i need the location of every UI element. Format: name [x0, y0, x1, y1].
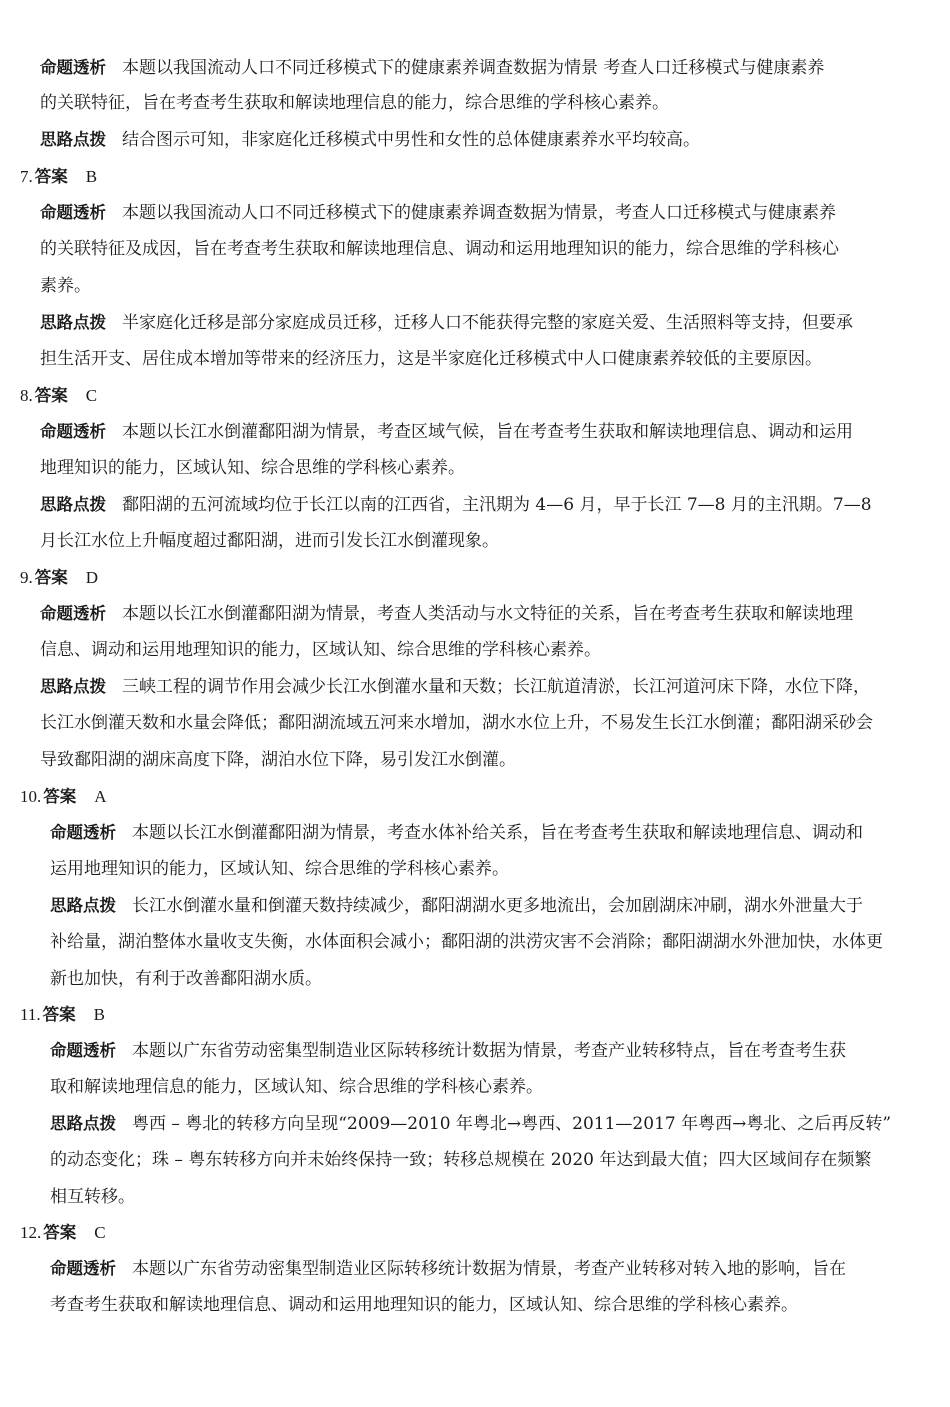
- analysis-line: [40, 639, 601, 661]
- analysis-text: 本题以广东省劳动密集型制造业区际转移统计数据为情景，考查产业转移特点，旨在考查考生获: [132, 1041, 846, 1061]
- analysis-line: [40, 457, 465, 479]
- hint-line: [50, 1149, 871, 1171]
- hint-text: 长江水倒灌水量和倒灌天数持续减少，鄱阳湖湖水更多地流出，会加剧湖床冲刷，湖水外泄量大于: [132, 896, 863, 916]
- hint-text: 三峡工程的调节作用会减少长江水倒灌水量和天数；长江航道清淤，长江河道河床下降，水位下降，: [122, 677, 870, 697]
- analysis-text: 地理知识的能力，区域认知、综合思维的学科核心素养。: [40, 458, 465, 478]
- analysis-text: 信息、调动和运用地理知识的能力，区域认知、综合思维的学科核心素养。: [40, 640, 601, 660]
- hint-line: [50, 968, 322, 990]
- hint-line: [40, 712, 873, 734]
- analysis-line: [50, 822, 863, 844]
- analysis-line: [50, 1258, 846, 1280]
- hint-text: 担生活开支、居住成本增加等带来的经济压力，这是半家庭化迁移模式中人口健康素养较低的主要原因。: [40, 349, 822, 369]
- analysis-line: [50, 1076, 543, 1098]
- answer-label: 答案: [34, 568, 68, 587]
- hint-text: 导致鄱阳湖的湖床高度下降，湖泊水位下降，易引发江水倒灌。: [40, 750, 516, 770]
- question-number: 10.: [20, 787, 42, 806]
- hint-text: 新也加快，有利于改善鄱阳湖水质。: [50, 969, 322, 989]
- hint-line: [50, 931, 883, 953]
- answer-value: B: [93, 1005, 105, 1024]
- answer-header: [20, 786, 107, 808]
- hint-label: 思路点拨: [40, 313, 106, 332]
- analysis-text: 取和解读地理信息的能力，区域认知、综合思维的学科核心素养。: [50, 1077, 543, 1097]
- answer-value: C: [94, 1223, 106, 1242]
- analysis-line: [40, 238, 839, 260]
- hint-line: [50, 1186, 135, 1208]
- analysis-line: [40, 275, 91, 297]
- hint-line: [40, 494, 872, 516]
- question-number: 11.: [20, 1005, 41, 1024]
- analysis-line: [50, 1294, 798, 1316]
- analysis-label: 命题透析: [50, 823, 116, 842]
- answer-label: 答案: [34, 386, 68, 405]
- hint-label: 思路点拨: [40, 677, 106, 696]
- answer-label: 答案: [34, 167, 68, 186]
- question-number: 9.: [20, 568, 33, 587]
- analysis-line: [50, 858, 509, 880]
- hint-line: [50, 1113, 891, 1135]
- analysis-label: 命题透析: [40, 604, 106, 623]
- hint-text: 补给量，湖泊整体水量收支失衡，水体面积会减小；鄱阳湖的洪涝灾害不会消除；鄱阳湖湖水外泄加快，水体更: [50, 932, 883, 952]
- analysis-text: 的关联特征，旨在考查考生获取和解读地理信息的能力，综合思维的学科核心素养。: [40, 93, 669, 113]
- hint-line: [40, 530, 499, 552]
- answer-header: [20, 385, 97, 407]
- hint-text: 结合图示可知，非家庭化迁移模式中男性和女性的总体健康素养水平均较高。: [122, 130, 700, 150]
- answer-header: [20, 567, 98, 589]
- analysis-text: 的关联特征及成因，旨在考查考生获取和解读地理信息、调动和运用地理知识的能力，综合思维的学科核心: [40, 239, 839, 259]
- analysis-label: 命题透析: [40, 422, 106, 441]
- hint-text: 粤西 – 粤北的转移方向呈现“2009—2010 年粤北→粤西、2011—2017 年粤西→粤北、之后再反转”: [132, 1114, 892, 1134]
- analysis-text: 本题以长江水倒灌鄱阳湖为情景，考查人类活动与水文特征的关系，旨在考查考生获取和解读地理: [122, 604, 853, 624]
- hint-text: 的动态变化；珠 – 粤东转移方向并未始终保持一致；转移总规模在 2020 年达到最大值；四大区域间存在频繁: [50, 1150, 872, 1170]
- hint-text: 鄱阳湖的五河流域均位于长江以南的江西省，主汛期为 4—6 月，早于长江 7—8 月的主汛期。7—8: [122, 495, 872, 515]
- analysis-text: 考查考生获取和解读地理信息、调动和运用地理知识的能力，区域认知、综合思维的学科核心素养。: [50, 1295, 798, 1315]
- hint-line: [40, 312, 853, 334]
- hint-label: 思路点拨: [50, 1114, 116, 1133]
- hint-line: [40, 749, 516, 771]
- question-number: 12.: [20, 1223, 42, 1242]
- analysis-label: 命题透析: [50, 1041, 116, 1060]
- hint-text: 长江水倒灌天数和水量会降低；鄱阳湖流域五河来水增加，湖水水位上升，不易发生长江水倒灌；鄱阳湖采砂会: [40, 713, 873, 733]
- answer-label: 答案: [42, 1005, 76, 1024]
- analysis-text: 本题以长江水倒灌鄱阳湖为情景，考查区域气候，旨在考查考生获取和解读地理信息、调动和运用: [122, 422, 853, 442]
- analysis-text: 素养。: [40, 276, 91, 296]
- analysis-text: 本题以广东省劳动密集型制造业区际转移统计数据为情景，考查产业转移对转入地的影响，旨在: [132, 1259, 846, 1279]
- hint-text: 半家庭化迁移是部分家庭成员迁移，迁移人口不能获得完整的家庭关爱、生活照料等支持，但要承: [122, 313, 853, 333]
- hint-line: [40, 129, 700, 151]
- analysis-label: 命题透析: [40, 203, 106, 222]
- answer-label: 答案: [43, 1223, 77, 1242]
- answer-header: [20, 1222, 106, 1244]
- hint-line: [40, 348, 822, 370]
- hint-text: 相互转移。: [50, 1187, 135, 1207]
- hint-label: 思路点拨: [40, 495, 106, 514]
- analysis-label: 命题透析: [50, 1259, 116, 1278]
- hint-line: [50, 895, 863, 917]
- question-number: 7.: [20, 167, 33, 186]
- hint-label: 思路点拨: [50, 896, 116, 915]
- hint-text: 月长江水位上升幅度超过鄱阳湖，进而引发长江水倒灌现象。: [40, 531, 499, 551]
- answer-value: C: [85, 386, 98, 405]
- analysis-label: 命题透析: [40, 58, 106, 77]
- hint-line: [40, 676, 870, 698]
- hint-label: 思路点拨: [40, 130, 106, 149]
- answer-header: [20, 1004, 105, 1026]
- answer-label: 答案: [43, 787, 77, 806]
- analysis-line: [40, 202, 836, 224]
- analysis-line: [40, 92, 669, 114]
- analysis-line: [40, 603, 853, 625]
- answer-value: D: [85, 568, 99, 587]
- analysis-text: 本题以我国流动人口不同迁移模式下的健康素养调查数据为情景，考查人口迁移模式与健康素养: [122, 203, 836, 223]
- analysis-text: 本题以我国流动人口不同迁移模式下的健康素养调查数据为情景 考查人口迁移模式与健康素养: [122, 58, 825, 78]
- analysis-line: [50, 1040, 846, 1062]
- answer-value: A: [94, 787, 107, 806]
- analysis-line: [40, 57, 824, 79]
- analysis-text: 运用地理知识的能力，区域认知、综合思维的学科核心素养。: [50, 859, 509, 879]
- analysis-text: 本题以长江水倒灌鄱阳湖为情景，考查水体补给关系，旨在考查考生获取和解读地理信息、调动和: [132, 823, 863, 843]
- analysis-line: [40, 421, 853, 443]
- question-number: 8.: [20, 386, 33, 405]
- answer-value: B: [85, 167, 98, 186]
- answer-header: [20, 166, 97, 188]
